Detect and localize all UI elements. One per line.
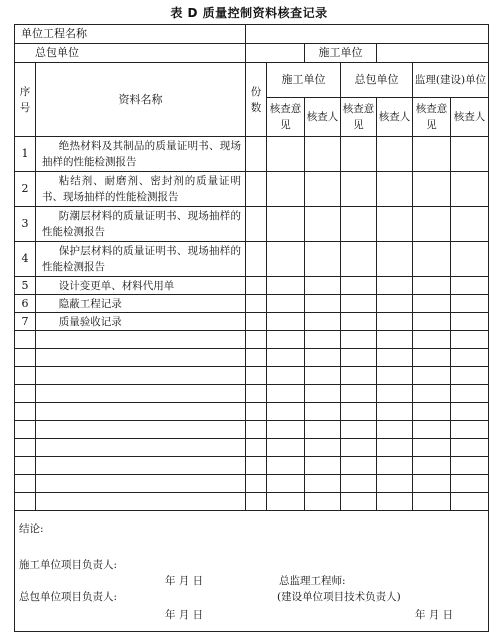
entry-cell[interactable] <box>341 277 377 295</box>
table-row <box>15 137 489 172</box>
entry-cell[interactable] <box>451 137 489 172</box>
entry-cell[interactable] <box>413 172 451 207</box>
document-name <box>36 493 246 511</box>
general-contractor-label: 总包单位 <box>15 44 246 63</box>
construction-pm-label: 施工单位项目负责人: <box>19 559 118 571</box>
table-row <box>15 421 489 439</box>
entry-cell[interactable] <box>246 421 267 439</box>
entry-cell[interactable] <box>341 313 377 331</box>
entry-cell[interactable] <box>413 403 451 421</box>
construction-unit-label: 施工单位 <box>305 44 377 63</box>
entry-cell[interactable] <box>267 403 305 421</box>
entry-cell[interactable] <box>246 403 267 421</box>
construction-unit-value[interactable] <box>377 44 489 63</box>
contractor-opinion-header: 核查意见 <box>341 98 377 137</box>
entry-cell[interactable] <box>341 475 377 493</box>
row-number <box>15 493 36 511</box>
entry-cell[interactable] <box>377 349 413 367</box>
entry-cell[interactable] <box>267 385 305 403</box>
entry-cell[interactable] <box>413 137 451 172</box>
entry-cell[interactable] <box>305 277 341 295</box>
entry-cell[interactable] <box>341 385 377 403</box>
footer-row <box>15 511 489 632</box>
table-row <box>15 313 489 331</box>
document-name <box>36 207 246 242</box>
row-number <box>15 385 36 403</box>
row-number <box>15 457 36 475</box>
entry-cell[interactable] <box>413 313 451 331</box>
entry-cell[interactable] <box>413 421 451 439</box>
entry-cell[interactable] <box>246 349 267 367</box>
entry-cell[interactable] <box>267 475 305 493</box>
entry-cell[interactable] <box>267 137 305 172</box>
table-row <box>15 367 489 385</box>
entry-cell[interactable] <box>305 349 341 367</box>
entry-cell[interactable] <box>413 457 451 475</box>
row-number: 2 <box>15 172 36 207</box>
row-number <box>15 421 36 439</box>
entry-cell[interactable] <box>413 475 451 493</box>
entry-cell[interactable] <box>246 295 267 313</box>
entry-cell[interactable] <box>246 439 267 457</box>
entry-cell[interactable] <box>451 207 489 242</box>
seq-header: 序号 <box>15 63 36 137</box>
entry-cell[interactable] <box>377 137 413 172</box>
entry-cell[interactable] <box>377 475 413 493</box>
entry-cell[interactable] <box>267 295 305 313</box>
entry-cell[interactable] <box>341 242 377 277</box>
contractor-pm-date: 年 月 日 <box>165 609 204 621</box>
document-name-text: 粘结剂、耐磨剂、密封剂的质量证明书、现场抽样的性能检测报告 <box>42 175 241 203</box>
entry-cell[interactable] <box>305 367 341 385</box>
row-number: 5 <box>15 277 36 295</box>
general-contractor-row <box>15 44 489 63</box>
entry-cell[interactable] <box>451 295 489 313</box>
entry-cell[interactable] <box>341 295 377 313</box>
entry-cell[interactable] <box>377 277 413 295</box>
entry-cell[interactable] <box>267 349 305 367</box>
table-row <box>15 207 489 242</box>
entry-cell[interactable] <box>305 457 341 475</box>
entry-cell[interactable] <box>246 457 267 475</box>
project-name-row <box>15 25 489 44</box>
entry-cell[interactable] <box>377 403 413 421</box>
footer-cell <box>15 511 489 632</box>
entry-cell[interactable] <box>246 242 267 277</box>
document-name-text: 防潮层材料的质量证明书、现场抽样的性能检测报告 <box>42 210 241 238</box>
entry-cell[interactable] <box>341 421 377 439</box>
row-number <box>15 439 36 457</box>
entry-cell[interactable] <box>377 493 413 511</box>
general-contractor-value[interactable] <box>246 44 305 63</box>
entry-cell[interactable] <box>246 493 267 511</box>
table-row <box>15 242 489 277</box>
entry-cell[interactable] <box>377 313 413 331</box>
contractor-reviewer-header: 核查人 <box>377 98 413 137</box>
row-number: 6 <box>15 295 36 313</box>
entry-cell[interactable] <box>267 457 305 475</box>
table-row <box>15 493 489 511</box>
entry-cell[interactable] <box>451 242 489 277</box>
entry-cell[interactable] <box>451 403 489 421</box>
chief-supervisor-label: 总监理工程师: <box>279 575 346 587</box>
owner-tech-label: (建设单位项目技术负责人) <box>277 591 401 603</box>
table-row <box>15 172 489 207</box>
row-number <box>15 331 36 349</box>
row-number <box>15 475 36 493</box>
entry-cell[interactable] <box>305 493 341 511</box>
entry-cell[interactable] <box>341 439 377 457</box>
entry-cell[interactable] <box>377 295 413 313</box>
document-name <box>36 331 246 349</box>
document-name <box>36 367 246 385</box>
entry-cell[interactable] <box>451 385 489 403</box>
entry-cell[interactable] <box>451 475 489 493</box>
entry-cell[interactable] <box>267 207 305 242</box>
entry-cell[interactable] <box>377 457 413 475</box>
entry-cell[interactable] <box>246 313 267 331</box>
entry-cell[interactable] <box>305 313 341 331</box>
entry-cell[interactable] <box>305 439 341 457</box>
document-name-text: 绝热材料及其制品的质量证明书、现场抽样的性能检测报告 <box>42 140 241 168</box>
entry-cell[interactable] <box>413 349 451 367</box>
entry-cell[interactable] <box>246 137 267 172</box>
entry-cell[interactable] <box>341 137 377 172</box>
project-name-value[interactable] <box>246 25 489 44</box>
entry-cell[interactable] <box>451 172 489 207</box>
document-name <box>36 349 246 367</box>
document-name-text: 保护层材料的质量证明书、现场抽样的性能检测报告 <box>42 245 241 273</box>
table-row <box>15 439 489 457</box>
entry-cell[interactable] <box>341 403 377 421</box>
entry-cell[interactable] <box>305 207 341 242</box>
entry-cell[interactable] <box>377 172 413 207</box>
entry-cell[interactable] <box>413 331 451 349</box>
entry-cell[interactable] <box>413 493 451 511</box>
entry-cell[interactable] <box>377 367 413 385</box>
construction-opinion-header: 核查意见 <box>267 98 305 137</box>
table-row <box>15 475 489 493</box>
document-name <box>36 403 246 421</box>
entry-cell[interactable] <box>377 242 413 277</box>
entry-cell[interactable] <box>246 277 267 295</box>
supervisor-reviewer-header: 核查人 <box>451 98 489 137</box>
entry-cell[interactable] <box>451 421 489 439</box>
entry-cell[interactable] <box>246 367 267 385</box>
entry-cell[interactable] <box>305 403 341 421</box>
entry-cell[interactable] <box>413 439 451 457</box>
general-contractor-header: 总包单位 <box>341 63 413 98</box>
document-name-text: 设计变更单、材料代用单 <box>58 279 175 292</box>
entry-cell[interactable] <box>341 207 377 242</box>
entry-cell[interactable] <box>451 367 489 385</box>
supervisor-opinion-header: 核查意见 <box>413 98 451 137</box>
entry-cell[interactable] <box>246 331 267 349</box>
document-name <box>36 385 246 403</box>
entry-cell[interactable] <box>267 421 305 439</box>
entry-cell[interactable] <box>305 295 341 313</box>
entry-cell[interactable] <box>267 277 305 295</box>
entry-cell[interactable] <box>341 493 377 511</box>
document-name <box>36 277 246 295</box>
entry-cell[interactable] <box>451 457 489 475</box>
entry-cell[interactable] <box>451 493 489 511</box>
document-name <box>36 439 246 457</box>
entry-cell[interactable] <box>377 421 413 439</box>
table-row <box>15 295 489 313</box>
entry-cell[interactable] <box>341 349 377 367</box>
entry-cell[interactable] <box>451 277 489 295</box>
entry-cell[interactable] <box>451 313 489 331</box>
entry-cell[interactable] <box>267 493 305 511</box>
document-name <box>36 421 246 439</box>
table-row <box>15 403 489 421</box>
name-header: 资料名称 <box>36 63 246 137</box>
entry-cell[interactable] <box>305 385 341 403</box>
entry-cell[interactable] <box>413 385 451 403</box>
entry-cell[interactable] <box>305 172 341 207</box>
entry-cell[interactable] <box>413 295 451 313</box>
construction-pm-date: 年 月 日 <box>165 575 204 587</box>
document-name-text: 隐蔽工程记录 <box>58 297 122 310</box>
table-row <box>15 349 489 367</box>
document-name <box>36 137 246 172</box>
project-name-label: 单位工程名称 <box>15 25 246 44</box>
entry-cell[interactable] <box>413 207 451 242</box>
entry-cell[interactable] <box>341 367 377 385</box>
row-number: 7 <box>15 313 36 331</box>
document-name <box>36 172 246 207</box>
entry-cell[interactable] <box>341 331 377 349</box>
table-row <box>15 277 489 295</box>
row-number <box>15 349 36 367</box>
entry-cell[interactable] <box>413 242 451 277</box>
chief-supervisor-date: 年 月 日 <box>415 609 454 621</box>
table-row <box>15 385 489 403</box>
entry-cell[interactable] <box>377 385 413 403</box>
entry-cell[interactable] <box>377 331 413 349</box>
page-title: 表 D 质量控制资料核查记录 <box>170 6 328 20</box>
document-name <box>36 475 246 493</box>
quality-record-table <box>14 24 489 632</box>
entry-cell[interactable] <box>305 137 341 172</box>
row-number: 3 <box>15 207 36 242</box>
table-row <box>15 331 489 349</box>
column-group-header-row <box>15 63 489 98</box>
entry-cell[interactable] <box>267 242 305 277</box>
entry-cell[interactable] <box>267 172 305 207</box>
entry-cell[interactable] <box>246 207 267 242</box>
construction-reviewer-header: 核查人 <box>305 98 341 137</box>
document-name-text: 质量验收记录 <box>58 315 122 328</box>
entry-cell[interactable] <box>413 367 451 385</box>
entry-cell[interactable] <box>341 172 377 207</box>
entry-cell[interactable] <box>305 242 341 277</box>
entry-cell[interactable] <box>246 385 267 403</box>
row-number <box>15 403 36 421</box>
entry-cell[interactable] <box>451 331 489 349</box>
entry-cell[interactable] <box>451 349 489 367</box>
copies-header: 份数 <box>246 63 267 137</box>
table-row <box>15 457 489 475</box>
entry-cell[interactable] <box>267 367 305 385</box>
entry-cell[interactable] <box>246 475 267 493</box>
entry-cell[interactable] <box>341 457 377 475</box>
contractor-pm-label: 总包单位项目负责人: <box>19 591 118 603</box>
entry-cell[interactable] <box>267 439 305 457</box>
entry-cell[interactable] <box>305 421 341 439</box>
row-number: 4 <box>15 242 36 277</box>
entry-cell[interactable] <box>413 277 451 295</box>
entry-cell[interactable] <box>305 331 341 349</box>
document-name <box>36 313 246 331</box>
entry-cell[interactable] <box>377 207 413 242</box>
document-name <box>36 295 246 313</box>
conclusion-label: 结论: <box>19 523 44 535</box>
entry-cell[interactable] <box>246 172 267 207</box>
entry-cell[interactable] <box>451 439 489 457</box>
row-number: 1 <box>15 137 36 172</box>
row-number <box>15 367 36 385</box>
construction-unit-header: 施工单位 <box>267 63 341 98</box>
document-name <box>36 242 246 277</box>
supervisor-header: 监理(建设)单位 <box>413 63 489 98</box>
entry-cell[interactable] <box>377 439 413 457</box>
entry-cell[interactable] <box>267 313 305 331</box>
document-name <box>36 457 246 475</box>
entry-cell[interactable] <box>305 475 341 493</box>
entry-cell[interactable] <box>267 331 305 349</box>
